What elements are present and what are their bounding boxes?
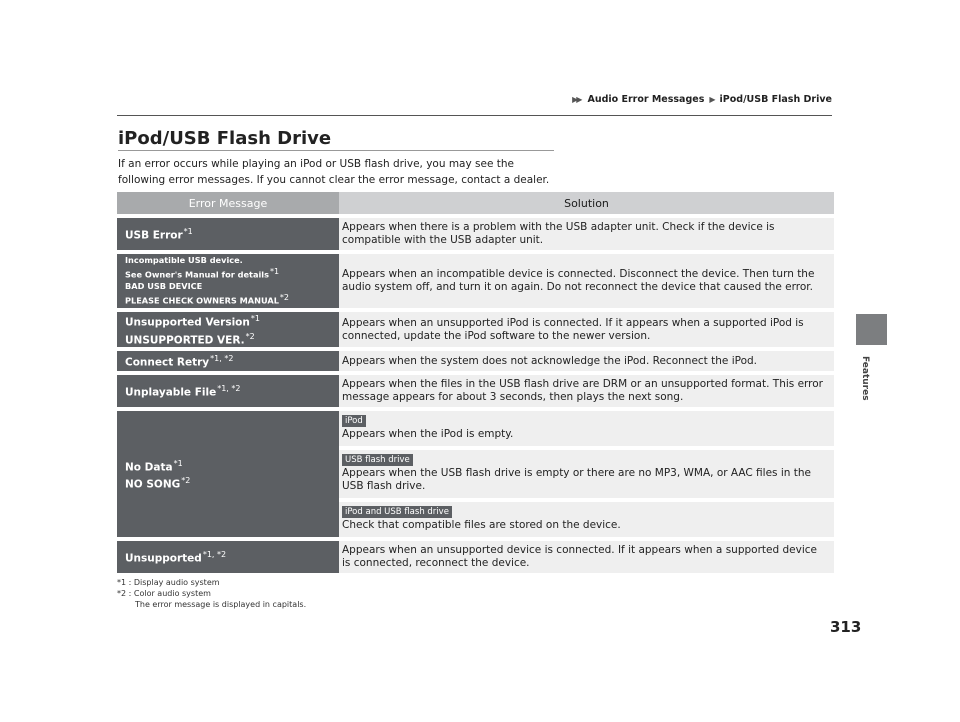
breadcrumb xyxy=(572,94,832,105)
table-row xyxy=(117,411,834,537)
device-tag: iPod and USB flash drive xyxy=(342,506,452,518)
solution-cell xyxy=(339,411,834,537)
breadcrumb-item[interactable]: iPod/USB Flash Drive xyxy=(719,94,832,105)
sub-solution: USB flash drive Appears when the USB flash drive is empty or there are no MP3, WMA, or AAC files in the USB flash drive. xyxy=(339,450,834,498)
table-row xyxy=(117,375,834,407)
title-divider xyxy=(118,150,554,151)
solution-cell: Appears when the files in the USB flash drive are DRM or an unsupported format. This error message appears for about 3 seconds, then plays the next song. xyxy=(339,375,834,407)
section-tab[interactable] xyxy=(856,314,887,345)
error-message-cell: Connect Retry$^{*1, *2}$ xyxy=(117,351,339,371)
footnote: *2 : Color audio system xyxy=(117,589,211,598)
solution-cell: Appears when an incompatible device is connected. Disconnect the device. Then turn the audio system off, and turn it on again. Do not reconnect the device that caused the error. xyxy=(339,254,834,308)
footnote: The error message is displayed in capitals. xyxy=(135,600,307,609)
error-message-cell: Unplayable File$^{*1, *2}$ xyxy=(117,375,339,407)
table-header-row xyxy=(117,192,834,214)
double-arrow-icon: ▶▶ xyxy=(572,95,581,104)
error-message-cell: Incompatible USB device. See Owner's Manual for details*1 BAD USB DEVICE PLEASE CHECK OWNERS MANUAL*2 xyxy=(117,254,339,308)
intro-paragraph: If an error occurs while playing an iPod or USB flash drive, you may see the following error messages. If you cannot clear the error message, contact a dealer. xyxy=(118,158,550,186)
error-message-cell: USB Error$^{*1}$ xyxy=(117,218,339,250)
error-message-cell: Unsupported$^{*1, *2}$ xyxy=(117,541,339,573)
error-table xyxy=(117,188,834,577)
table-row xyxy=(117,541,834,573)
page-title: iPod/USB Flash Drive xyxy=(118,128,332,149)
table-row xyxy=(117,351,834,371)
solution-cell: Appears when there is a problem with the USB adapter unit. Check if the device is compatible with the USB adapter unit. xyxy=(339,218,834,250)
section-label: Features xyxy=(860,356,870,401)
table-row xyxy=(117,218,834,250)
sub-solution: iPod Appears when the iPod is empty. xyxy=(339,411,834,446)
column-header-solution: Solution xyxy=(339,192,834,214)
table-row xyxy=(117,254,834,308)
breadcrumb-item[interactable]: Audio Error Messages xyxy=(587,94,705,105)
arrow-icon: ▶ xyxy=(709,95,714,104)
device-tag: iPod xyxy=(342,415,366,427)
header-divider xyxy=(117,115,832,116)
solution-cell: Appears when the system does not acknowledge the iPod. Reconnect the iPod. xyxy=(339,351,834,371)
solution-cell: Appears when an unsupported device is connected. If it appears when a supported device is connected, reconnect the device. xyxy=(339,541,834,573)
device-tag: USB flash drive xyxy=(342,454,413,466)
footnote: *1 : Display audio system xyxy=(117,578,220,587)
solution-cell: Appears when an unsupported iPod is connected. If it appears when a supported iPod is connected, update the iPod software to the newer version. xyxy=(339,312,834,347)
page-number: 313 xyxy=(830,618,862,636)
table-row xyxy=(117,312,834,347)
error-message-cell: No Data$^{*1}$ NO SONG$^{*2}$ xyxy=(117,411,339,537)
column-header-message: Error Message xyxy=(117,192,339,214)
footnotes xyxy=(117,577,306,610)
error-message-cell: Unsupported Version$^{*1}$ UNSUPPORTED VER.$^{*2}$ xyxy=(117,312,339,347)
sub-solution: iPod and USB flash drive Check that compatible files are stored on the device. xyxy=(339,502,834,537)
